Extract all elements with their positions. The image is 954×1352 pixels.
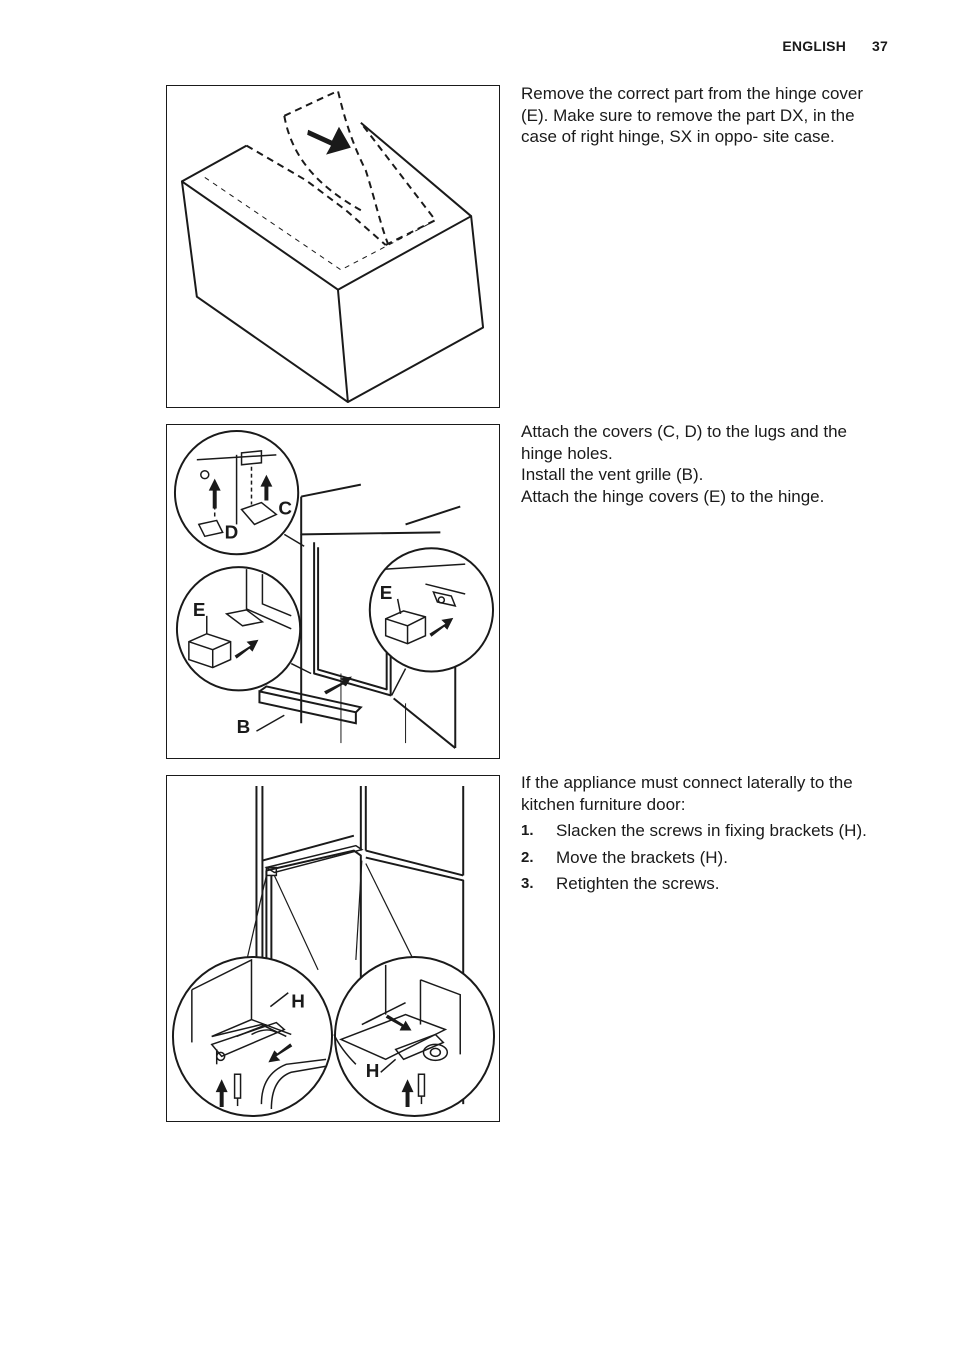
list-number: 3. [521, 875, 534, 892]
label-c: C [278, 498, 292, 520]
arrow-icon [307, 127, 351, 155]
label-h-right: H [365, 1061, 380, 1083]
label-e-right: E [379, 582, 393, 604]
list-item [521, 820, 891, 842]
step3-intro: If the appliance must connect laterally to the kitchen furniture door: [521, 773, 853, 814]
covers-grille-illustration [167, 425, 499, 758]
figure-covers-grille [166, 424, 500, 759]
step2-line1: Attach the covers (C, D) to the lugs and the hinge holes. [521, 422, 847, 463]
step1-text-block [521, 83, 891, 148]
label-e-left: E [192, 599, 206, 621]
figure-fixing-brackets [166, 775, 500, 1122]
hinge-cover-illustration [167, 86, 499, 407]
step1-text: Remove the correct part from the hinge cover (E). Make sure to remove the part DX, in the case of right hinge, SX in oppo- site case. [521, 84, 864, 146]
step2-line2: Install the vent grille (B). [521, 465, 704, 484]
arrow-icon [324, 676, 352, 694]
list-item [521, 873, 891, 895]
page-number: 37 [872, 38, 888, 54]
label-b: B [236, 717, 251, 739]
list-text: Move the brackets (H). [556, 847, 728, 867]
list-number: 2. [521, 848, 534, 866]
step2-line3: Attach the hinge covers (E) to the hinge. [521, 486, 825, 506]
list-text: Retighten the screws. [556, 874, 720, 893]
label-d: D [224, 522, 239, 544]
list-number: 1. [521, 822, 534, 839]
page-header [782, 38, 888, 54]
list-item [521, 847, 891, 869]
section-title: ENGLISH [782, 38, 847, 54]
fixing-brackets-illustration [167, 776, 499, 1121]
step3-text-block [521, 772, 891, 900]
figure-hinge-cover [166, 85, 500, 408]
label-h-left: H [291, 991, 305, 1013]
step3-list [521, 820, 891, 895]
list-text: Slacken the screws in fixing brackets (H). [556, 821, 867, 840]
step2-text-block [521, 421, 891, 507]
